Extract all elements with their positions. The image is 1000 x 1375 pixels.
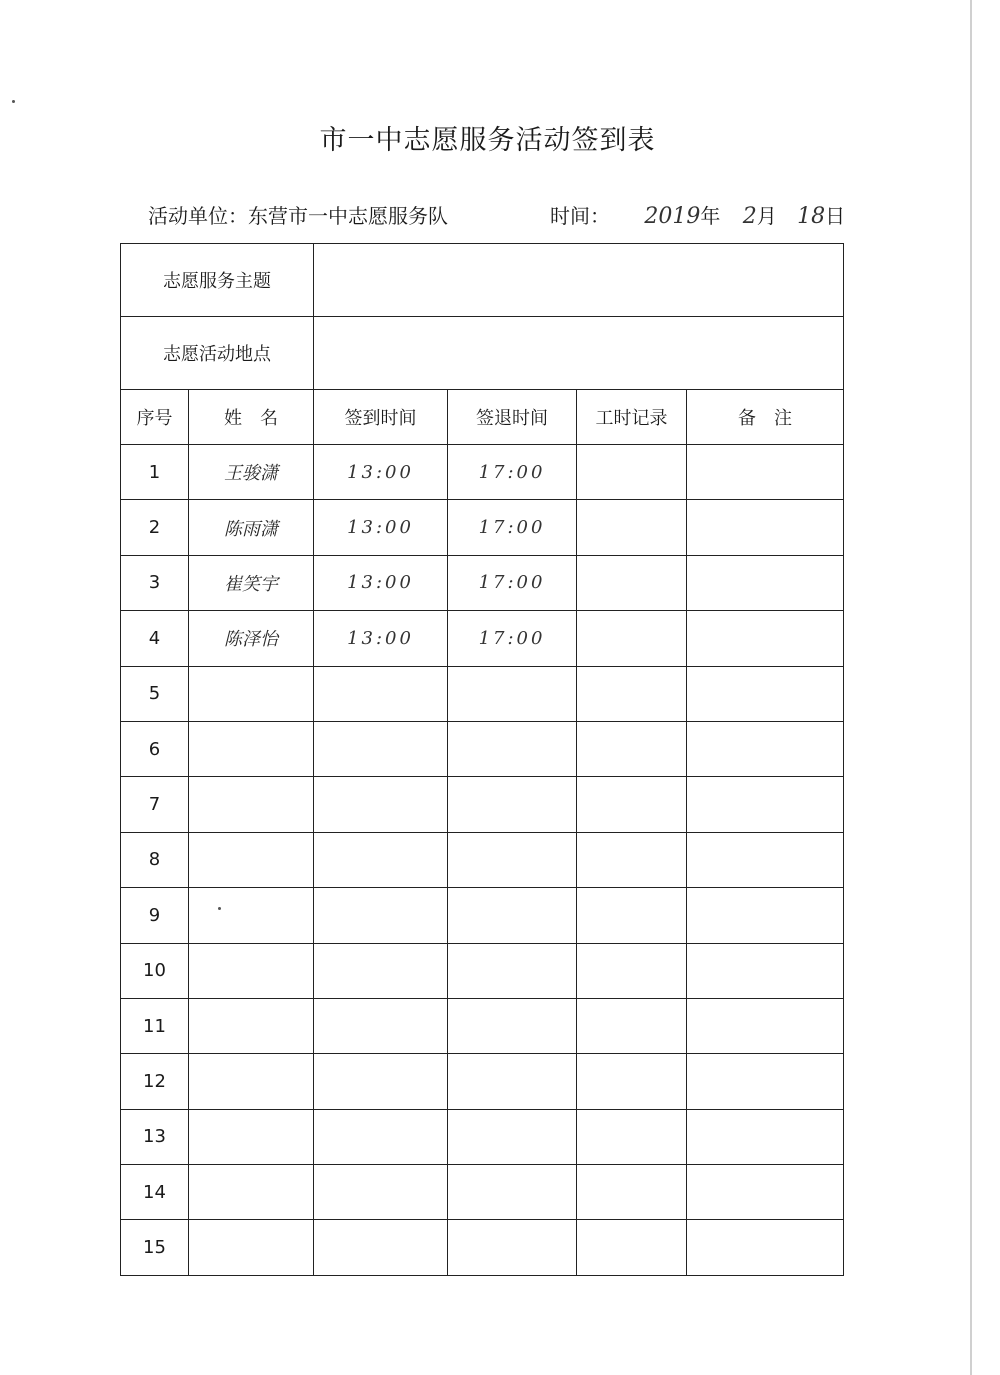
table-row (121, 998, 844, 1053)
row-sign-out: 17:00 (448, 611, 577, 666)
table-row (121, 1220, 844, 1275)
row-sign-in: 13:00 (314, 555, 448, 610)
table-row (121, 500, 844, 555)
row-sign-out: 17:00 (448, 500, 577, 555)
row-hours (577, 832, 687, 887)
header-hours: 工时记录 (577, 390, 687, 445)
row-sign-out (448, 666, 577, 721)
row-name (189, 721, 314, 776)
row-note (687, 888, 844, 943)
row-number: 14 (121, 1165, 189, 1220)
row-hours (577, 888, 687, 943)
row-note (687, 721, 844, 776)
date-day: 18 (797, 204, 826, 229)
row-number: 8 (121, 832, 189, 887)
row-note (687, 500, 844, 555)
scan-speck (12, 100, 15, 103)
date-year: 2019 (644, 204, 701, 229)
theme-value (314, 244, 844, 317)
row-hours (577, 777, 687, 832)
row-sign-in (314, 777, 448, 832)
row-hours (577, 1109, 687, 1164)
row-note (687, 611, 844, 666)
row-number: 7 (121, 777, 189, 832)
row-sign-in: 13:00 (314, 611, 448, 666)
row-sign-out: 17:00 (448, 445, 577, 500)
row-sign-in (314, 888, 448, 943)
table-row (121, 666, 844, 721)
row-sign-out (448, 1220, 577, 1275)
table-row (121, 555, 844, 610)
row-hours (577, 611, 687, 666)
header-sign-in: 签到时间 (314, 390, 448, 445)
row-note (687, 998, 844, 1053)
row-number: 15 (121, 1220, 189, 1275)
row-hours (577, 1165, 687, 1220)
row-hours (577, 943, 687, 998)
row-note (687, 1054, 844, 1109)
row-sign-out (448, 1054, 577, 1109)
row-sign-out (448, 1109, 577, 1164)
row-hours (577, 1220, 687, 1275)
sign-in-table (120, 243, 844, 1276)
scan-edge-line (970, 0, 972, 1375)
date-month: 2 (742, 204, 757, 229)
row-number: 9 (121, 888, 189, 943)
row-name (189, 777, 314, 832)
row-name (189, 832, 314, 887)
table-header-row (121, 390, 844, 445)
row-sign-out (448, 943, 577, 998)
row-note (687, 1220, 844, 1275)
row-number: 11 (121, 998, 189, 1053)
row-name: 陈雨潇 (189, 500, 314, 555)
row-note (687, 832, 844, 887)
row-sign-in (314, 1165, 448, 1220)
theme-label: 志愿服务主题 (121, 244, 314, 317)
row-name: 王骏潇 (189, 445, 314, 500)
row-note (687, 666, 844, 721)
date-day-suffix: 日 (825, 204, 846, 228)
table-row (121, 1109, 844, 1164)
row-hours (577, 500, 687, 555)
row-number: 12 (121, 1054, 189, 1109)
table-row (121, 943, 844, 998)
location-row (121, 317, 844, 390)
row-hours (577, 998, 687, 1053)
row-number: 6 (121, 721, 189, 776)
row-sign-out (448, 888, 577, 943)
row-number: 5 (121, 666, 189, 721)
scan-speck (218, 907, 221, 910)
header-sign-out: 签退时间 (448, 390, 577, 445)
location-label: 志愿活动地点 (121, 317, 314, 390)
row-number: 4 (121, 611, 189, 666)
row-hours (577, 666, 687, 721)
unit-value: 东营市一中志愿服务队 (248, 204, 448, 228)
row-sign-out (448, 998, 577, 1053)
table-row (121, 611, 844, 666)
row-sign-in (314, 721, 448, 776)
header-name: 姓 名 (189, 390, 314, 445)
row-name: 崔笑宇 (189, 555, 314, 610)
row-note (687, 1109, 844, 1164)
row-name: 陈泽怡 (189, 611, 314, 666)
row-sign-out (448, 777, 577, 832)
row-number: 1 (121, 445, 189, 500)
row-sign-in (314, 1109, 448, 1164)
row-note (687, 777, 844, 832)
row-name (189, 1165, 314, 1220)
theme-row (121, 244, 844, 317)
table-row (121, 777, 844, 832)
unit-label: 活动单位： (148, 204, 248, 228)
location-value (314, 317, 844, 390)
row-hours (577, 445, 687, 500)
date-month-suffix: 月 (756, 204, 777, 228)
time-label: 时间： (550, 204, 610, 228)
row-sign-out (448, 1165, 577, 1220)
row-sign-in (314, 1054, 448, 1109)
activity-date-line (550, 200, 845, 229)
row-name (189, 943, 314, 998)
row-sign-in: 13:00 (314, 445, 448, 500)
document-title: 市一中志愿服务活动签到表 (319, 125, 656, 156)
row-number: 2 (121, 500, 189, 555)
row-hours (577, 721, 687, 776)
row-number: 10 (121, 943, 189, 998)
row-note (687, 943, 844, 998)
row-sign-out: 17:00 (448, 555, 577, 610)
row-hours (577, 555, 687, 610)
date-year-suffix: 年 (700, 204, 721, 228)
row-sign-out (448, 721, 577, 776)
row-sign-in (314, 832, 448, 887)
row-note (687, 445, 844, 500)
row-name (189, 1220, 314, 1275)
row-name (189, 1054, 314, 1109)
header-note: 备 注 (687, 390, 844, 445)
row-note (687, 1165, 844, 1220)
row-sign-in (314, 998, 448, 1053)
table-row (121, 888, 844, 943)
table-row (121, 1165, 844, 1220)
activity-unit-line (148, 200, 448, 229)
table-row (121, 832, 844, 887)
row-sign-out (448, 832, 577, 887)
row-number: 13 (121, 1109, 189, 1164)
table-row (121, 721, 844, 776)
header-no: 序号 (121, 390, 189, 445)
row-note (687, 555, 844, 610)
row-hours (577, 1054, 687, 1109)
row-sign-in (314, 666, 448, 721)
row-number: 3 (121, 555, 189, 610)
row-name (189, 888, 314, 943)
row-sign-in (314, 943, 448, 998)
row-name (189, 666, 314, 721)
table-row (121, 445, 844, 500)
row-name (189, 1109, 314, 1164)
row-sign-in (314, 1220, 448, 1275)
table-row (121, 1054, 844, 1109)
row-sign-in: 13:00 (314, 500, 448, 555)
row-name (189, 998, 314, 1053)
